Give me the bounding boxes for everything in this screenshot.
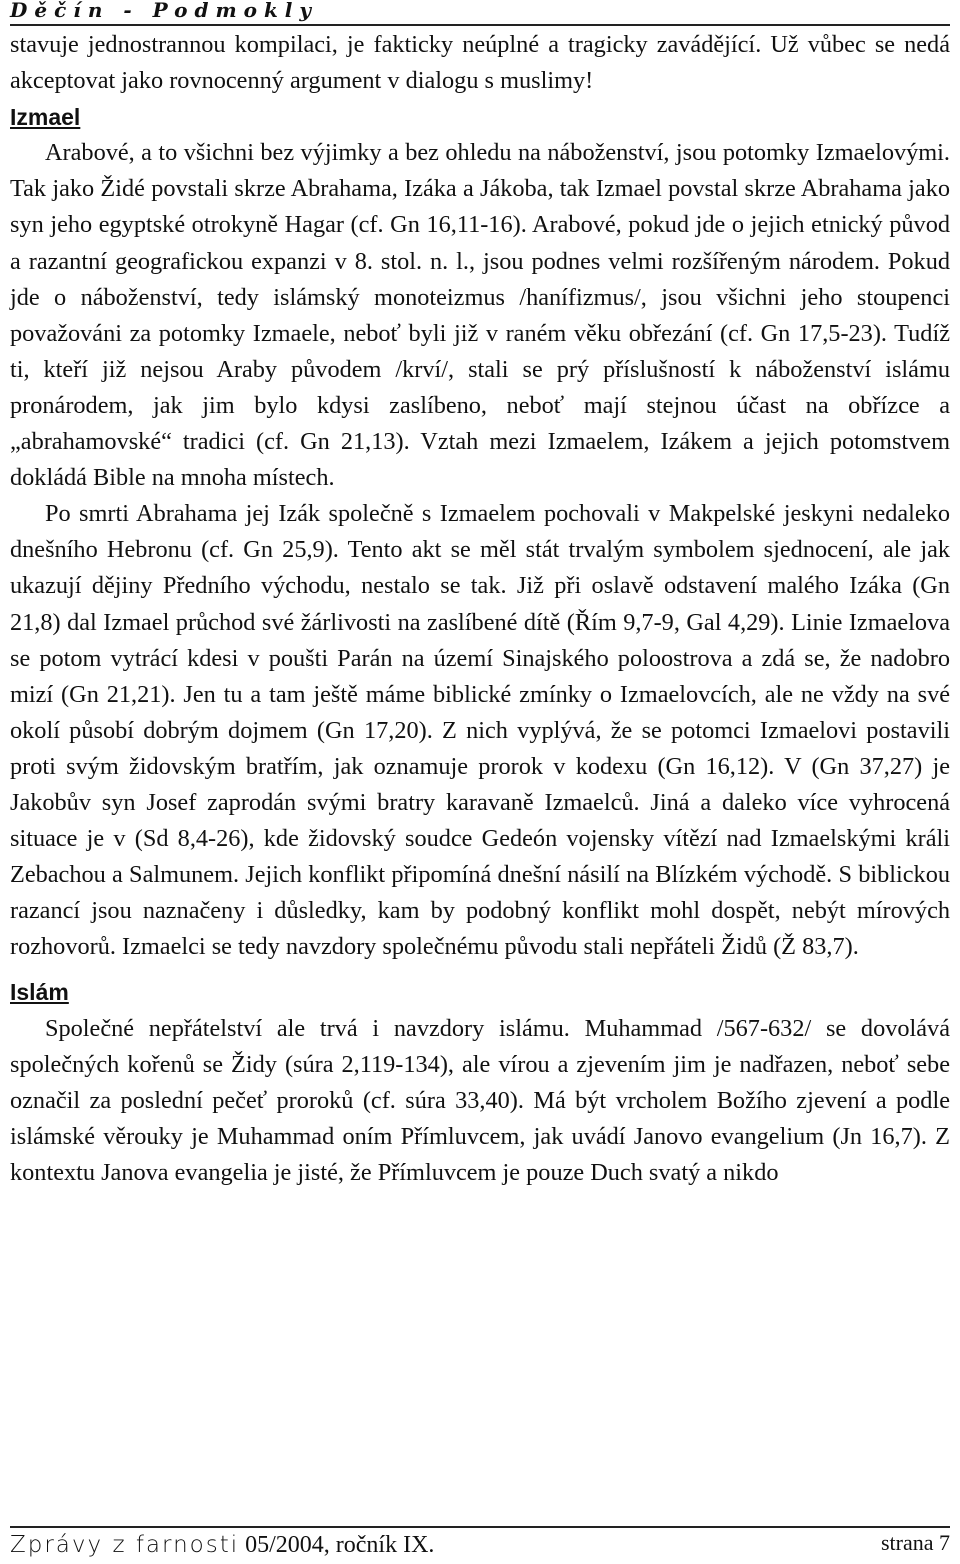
section-heading-izmael: Izmael [10, 104, 81, 131]
article-body [10, 27, 950, 1191]
section-heading-islam: Islám [10, 979, 69, 1006]
page-footer [10, 1526, 950, 1562]
footer-issue: 05/2004, ročník IX. [239, 1532, 435, 1558]
page-header [10, 0, 950, 26]
page-number: strana 7 [880, 1530, 950, 1555]
paragraph-arabs: Arabové, a to všichni bez výjimky a bez ohledu na náboženství, jsou potomky Izmaelovými. Tak jako Židé povstali skrze Abrahama, Izáka a Jákoba, tak Izmael povstal skrze Abrahama jako syn jeho egyptské otrokyně Hagar (cf. Gn 16,11-16). Arabové, pokud jde o jejich etnický původ a razantní geografickou expanzi v 8. stol. n. l., jsou podnes velmi rozšířeným národem. Pokud jde o náboženství, tedy islámský monoteizmus /hanífizmus/, jsou všichni jeho stoupenci považováni za potomky Izmaele, neboť byli již v raném věku obřezání (cf. Gn 17,5-23). Tudíž ti, kteří již nejsou Araby původem /krví/, stali se prý příslušností k náboženství islámu pronárodem, jak jim bylo kdysi zaslíbeno, neboť mají stejnou účast na obřízce a „abrahamovské“ tradici (cf. Gn 21,13). Vztah mezi Izmaelem, Izákem a jejich potomstvem dokládá Bible na mnoha místech. [10, 139, 950, 492]
footer-bulletin-name: Zprávy z farnosti [10, 1532, 240, 1558]
paragraph-continuation: stavuje jednostrannou kompilaci, je fakticky neúplné a tragicky zavádějící. Už vůbec se nedá akceptovat jako rovnocenný argument v dialogu s muslimy! [10, 31, 950, 95]
header-title: Děčín - Podmokly [10, 0, 319, 22]
paragraph-abraham-burial: Po smrti Abrahama jej Izák společně s Izmaelem pochovali v Makpelské jeskyni nedaleko dnešního Hebronu (cf. Gn 25,9). Tento akt se měl stát trvalým symbolem sjednocení, ale jak ukazují dějiny Předního východu, nestalo se tak. Již při oslavě odstavení malého Izáka (Gn 21,8) dal Izmael průchod své žárlivosti na zaslíbené dítě (Řím 9,7-9, Gal 4,29). Linie Izmaelova se potom vytrácí kdesi v poušti Parán na území Sinajského poloostrova a zdá se, že nadobro mizí (Gn 21,21). Jen tu a tam ještě máme biblické zmínky o Izmaelovcích, ale ne vždy na své okolí působí dobrým dojmem (Gn 17,20). Z nich vyplývá, že se potomci Izmaelovi postavili proti svým židovským bratřím, jak oznamuje prorok v kodexu (Gn 16,12). V (Gn 37,27) je Jakobův syn Josef zaprodán svými bratry karavaně Izmaelců. Jiná a daleko více vyhrocená situace je v (Sd 8,4-26), kde židovský soudce Gedeón vojensky vítězí nad Izmaelskými králi Zebachou a Salmunem. Jejich konflikt připomíná dnešní násilí na Blízkém východě. S biblickou razancí jsou naznačeny i důsledky, kam by podobný konflikt mohl dospět, nebýt mírových rozhovorů. Izmaelci se tedy navzdory společnému původu stali nepřáteli Židů (Ž 83,7). [10, 500, 950, 961]
paragraph-islam: Společné nepřátelství ale trvá i navzdory islámu. Muhammad /567-632/ se dovolává společných kořenů se Židy (súra 2,119-134), ale vírou a zjevením jim je nadřazen, neboť sebe označil za poslední pečeť proroků (cf. súra 33,40). Má být vrcholem Božího zjevení a podle islámské věrouky je Muhammad oním Přímluvcem, jak uvádí Janovo evangelium (Jn 16,7). Z kontextu Janova evangelia je jisté, že Přímluvcem je pouze Duch svatý a nikdo [10, 1014, 950, 1186]
footer-publication [10, 1532, 434, 1559]
